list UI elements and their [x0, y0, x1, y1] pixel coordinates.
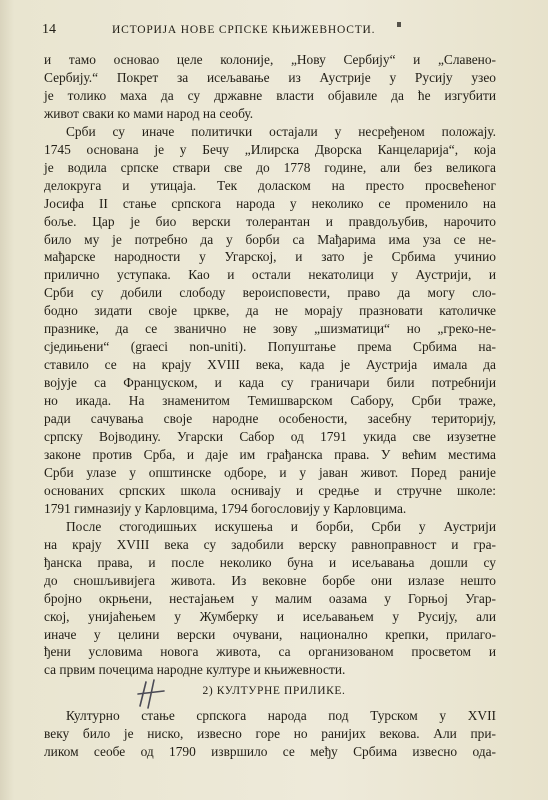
text-line: веку било је ниско, извесно горе но ранијих векова. Али при-	[44, 726, 496, 741]
page-header	[42, 22, 498, 42]
text-line: основаних српских школа оснивају и средње и стручне школе:	[44, 482, 496, 498]
text-line: Сербију.“ Покрет за исељавање из Аустрије у Русију узео	[44, 69, 496, 85]
text-line: законе против Срба, и даје им грађанска права. У већим местима	[44, 446, 496, 462]
body-text	[44, 51, 496, 679]
text-line: ради сачувања своје народне особености, засебну територију,	[44, 411, 496, 427]
text-line: 1791 гимназију у Карловцима, 1794 богословију у Карловцима.	[44, 500, 407, 516]
running-head: ИСТОРИЈА НОВЕ СРПСКЕ КЊИЖЕВНОСТИ.	[112, 24, 376, 36]
section-text	[44, 707, 496, 761]
text-line: бодно зидати своје цркве, да не морају празновати католичке	[44, 303, 496, 319]
text-line: је водила српске ствари све до 1778 године, али без великога	[44, 159, 496, 175]
text-line: ђени условима новога живота, са организованом просветом и	[44, 644, 496, 660]
text-line: празнике, да се званично не зову „шизматици“ но „греко-не-	[44, 321, 496, 337]
text-line: мађарске народности у Угарској, и зато је Србима учинио	[44, 249, 496, 265]
text-line: иначе у целини верски очувани, национално крепки, прилаго-	[44, 626, 496, 642]
text-line: Срби улазе у општинске одборе, и у јаван живот. Поред раније	[44, 464, 496, 480]
paragraph-2	[44, 123, 496, 518]
text-line: и тамо основао целе колоније, „Нову Сербију“ и „Славено-	[44, 52, 496, 67]
text-line: на крају XVIII века су задобили верску равноправност и гра-	[44, 536, 496, 552]
text-line: до сношљивијега живота. Из вековне борбе они излазе нешто	[44, 572, 496, 588]
text-line: Срби су иначе политички остајали у несређеном положају.	[66, 123, 496, 139]
text-line: са првим почецима народне културе и књижевности.	[44, 662, 346, 678]
text-line: но икада. На знаменитом Темишварском Сабору, Срби траже,	[44, 393, 496, 409]
text-line: 1745 основана је у Бечу „Илирска Дворска Канцеларија“, која	[44, 141, 496, 157]
paragraph-3	[44, 518, 496, 680]
section-heading: 2) КУЛТУРНЕ ПРИЛИКЕ.	[202, 685, 346, 697]
text-line: било му је потребно да у борби са Мађарима има уза се не-	[44, 231, 496, 247]
text-line: војује са Француском, и када су граничари били потребнији	[44, 375, 496, 391]
text-line: ској, унијаћењем у Жумберку и исељавањем у Русију, али	[44, 608, 496, 624]
paragraph-1	[44, 51, 496, 123]
text-line: Културно стање српскога народа под Турском у XVII	[66, 708, 496, 723]
text-line: бројно окрњени, нестајањем у малим оазама у Горњој Угар-	[44, 590, 496, 606]
text-line: ликом сеобе од 1790 извршило се међу Србима извесно ода-	[44, 744, 496, 759]
text-line: боље. Цар је био верски толерантан и правдољубив, нарочито	[44, 213, 496, 229]
text-line: српску Војводину. Угарски Сабор од 1791 укида све изузетне	[44, 429, 496, 445]
text-line: Срби су добили слободу вероисповести, право да могу сло-	[44, 285, 496, 301]
text-line: живот сваки ко мами народ на сеобу.	[44, 105, 254, 121]
text-line: После стогодишњих искушења и борби, Срби у Аустрији	[66, 518, 496, 534]
text-line: је толико маха да су државне власти објавиле да ће изгубити	[44, 87, 496, 103]
page-number: 14	[42, 22, 56, 37]
text-line: прилично уступака. Као и остали некатолици у Аустрији, и	[44, 267, 496, 283]
text-line: ђанска права, и после неколико буна и исељавања дошли су	[44, 554, 496, 570]
text-line: ставило се на крају XVIII века, када је Аустрија имала да	[44, 357, 496, 373]
text-line: сједињени“ (graeci non-uniti). Попуштање према Србима на-	[44, 339, 496, 355]
text-line: Јосифа II стање српскога народа у неколико се променило на	[44, 195, 496, 211]
text-line: делокруга и утицаја. Тек доласком на престо просвећеног	[44, 177, 496, 193]
